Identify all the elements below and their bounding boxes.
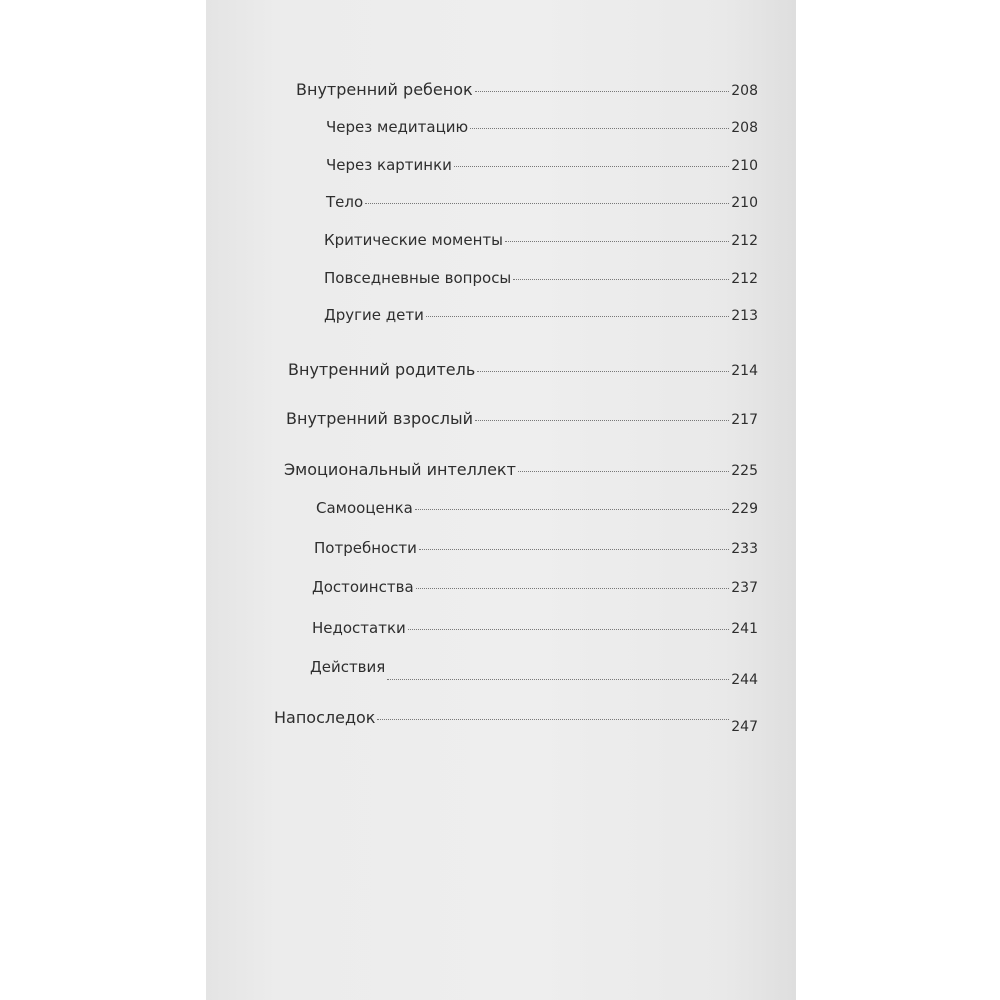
toc-entry-page: 229	[731, 501, 758, 517]
toc-entry-leader	[475, 91, 730, 92]
toc-entry-page: 241	[731, 621, 758, 637]
toc-entry-title: Внутренний родитель	[288, 360, 476, 379]
toc-entry-page: 214	[731, 363, 758, 379]
book-page	[206, 0, 796, 1000]
toc-entry	[312, 578, 758, 604]
toc-entry-leader	[377, 719, 729, 720]
toc-entry	[326, 193, 758, 219]
toc-entry	[324, 269, 758, 295]
toc-entry-title: Через картинки	[326, 156, 452, 174]
toc-entry-leader	[416, 588, 730, 589]
toc-entry-title: Эмоциональный интеллект	[284, 460, 516, 479]
toc-entry-title: Тело	[326, 193, 364, 211]
toc-entry-leader	[505, 241, 729, 242]
toc-entry-page: 244	[731, 672, 758, 688]
toc-entry-title: Потребности	[314, 539, 417, 557]
toc-entry	[284, 460, 758, 486]
toc-entry-leader	[454, 166, 729, 167]
toc-entry-title: Напоследок	[274, 708, 376, 727]
toc-entry	[288, 360, 758, 386]
toc-entry	[286, 409, 758, 435]
toc-entry	[310, 658, 758, 688]
toc-entry-title: Достоинства	[312, 578, 414, 596]
toc-entry-page: 217	[731, 412, 758, 428]
toc-entry-title: Повседневные вопросы	[324, 269, 512, 287]
toc-entry-page: 210	[731, 195, 758, 211]
toc-entry-title: Недостатки	[312, 619, 406, 637]
toc-entry-title: Другие дети	[324, 306, 424, 324]
toc-entry-title: Внутренний ребенок	[296, 80, 473, 99]
toc-entry-title: Через медитацию	[326, 118, 469, 136]
toc-entry-page: 212	[731, 271, 758, 287]
toc-entry-leader	[365, 203, 729, 204]
toc-entry	[312, 619, 758, 645]
toc-entry-leader	[419, 549, 729, 550]
toc-entry-page: 213	[731, 308, 758, 324]
toc-entry	[314, 539, 758, 565]
toc-entry-leader	[477, 371, 729, 372]
toc-entry-leader	[513, 279, 729, 280]
toc-entry-title: Критические моменты	[324, 231, 503, 249]
toc-entry-page: 210	[731, 158, 758, 174]
toc-entry-page: 237	[731, 580, 758, 596]
toc-entry	[326, 118, 758, 144]
toc-entry-leader	[470, 128, 729, 129]
toc-entry-leader	[408, 629, 729, 630]
toc-entry-leader	[475, 420, 729, 421]
toc-entry-title: Самооценка	[316, 499, 413, 517]
toc-entry-title: Действия	[310, 658, 386, 676]
toc-entry-page: 247	[731, 719, 758, 735]
toc-entry-leader	[518, 471, 729, 472]
toc-entry-leader	[415, 509, 729, 510]
toc-entry-page: 208	[731, 83, 758, 99]
toc-entry-page: 233	[731, 541, 758, 557]
toc-entry	[324, 306, 758, 332]
toc-entry	[316, 499, 758, 525]
toc-entry	[326, 156, 758, 182]
toc-entry-page: 208	[731, 120, 758, 136]
toc-entry-page: 225	[731, 463, 758, 479]
toc-entry-leader	[426, 316, 729, 317]
toc-entry-leader	[387, 679, 729, 680]
table-of-contents	[206, 0, 796, 1000]
toc-entry	[274, 708, 758, 734]
toc-entry	[296, 80, 758, 106]
toc-entry-page: 212	[731, 233, 758, 249]
toc-entry-title: Внутренний взрослый	[286, 409, 473, 428]
toc-entry	[324, 231, 758, 257]
